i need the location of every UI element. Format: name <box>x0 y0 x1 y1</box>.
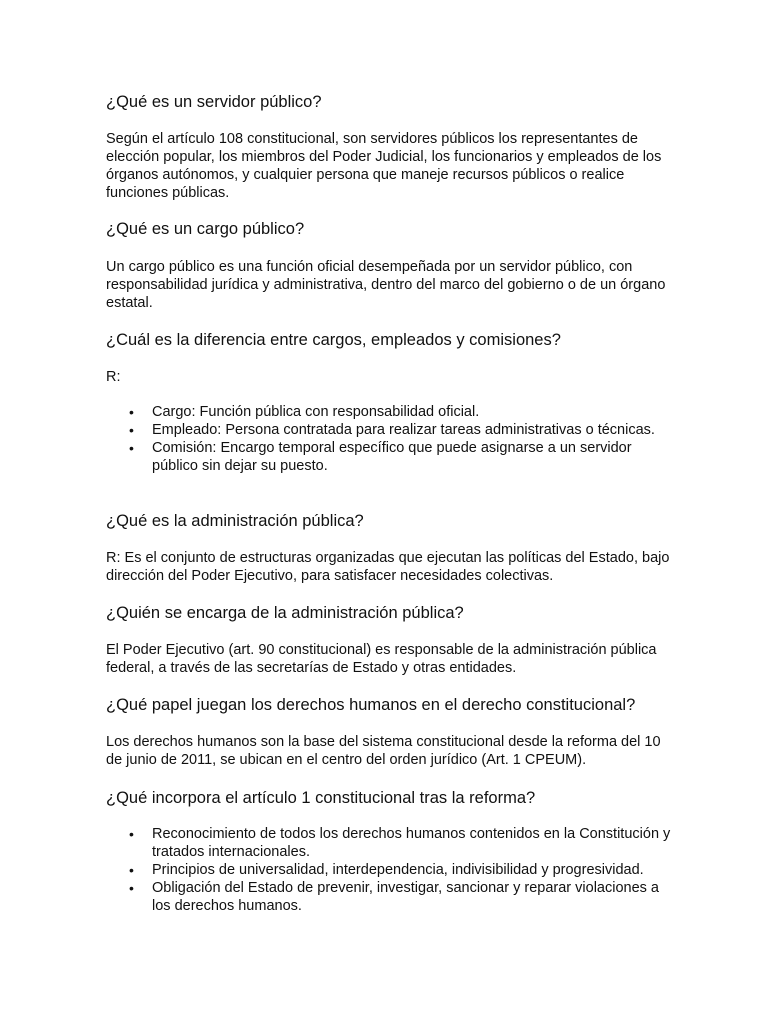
answer-paragraph: Los derechos humanos son la base del sistema constitucional desde la reforma del 10 de junio de 2011, se ubican en el centro del orden jurídico (Art. 1 CPEUM). <box>106 734 661 768</box>
question-heading: ¿Qué papel juegan los derechos humanos en el derecho constitucional? <box>106 696 636 714</box>
answer-paragraph: R: <box>106 369 121 385</box>
answer-paragraph: Según el artículo 108 constitucional, son servidores públicos los representantes de elección popular, los miembros del Poder Judicial, los funcionarios y empleados de los órganos autónomos, y cualquier persona que maneje recursos públicos o realice funciones públicas. <box>106 131 662 201</box>
list-item <box>106 439 676 475</box>
list-item <box>106 879 676 915</box>
bullet-icon: • <box>129 862 134 878</box>
list-item-text: Reconocimiento de todos los derechos humanos contenidos en la Constitución y tratados internacionales. <box>152 826 671 860</box>
bullet-icon: • <box>129 826 134 842</box>
question-heading: ¿Qué es un servidor público? <box>106 93 322 111</box>
question-heading: ¿Cuál es la diferencia entre cargos, empleados y comisiones? <box>106 331 561 349</box>
answer-paragraph: El Poder Ejecutivo (art. 90 constitucional) es responsable de la administración pública federal, a través de las secretarías de Estado y otras entidades. <box>106 642 657 676</box>
bullet-list <box>106 403 676 475</box>
answer-paragraph: Un cargo público es una función oficial desempeñada por un servidor público, con responsabilidad jurídica y administrativa, dentro del marco del gobierno o de un órgano estatal. <box>106 259 666 311</box>
question-heading: ¿Qué incorpora el artículo 1 constitucional tras la reforma? <box>106 789 536 807</box>
bullet-icon: • <box>129 440 134 456</box>
list-item-text: Obligación del Estado de prevenir, investigar, sancionar y reparar violaciones a los derechos humanos. <box>152 880 659 914</box>
question-heading: ¿Quién se encarga de la administración pública? <box>106 604 464 622</box>
list-item <box>106 825 676 861</box>
bullet-icon: • <box>129 422 134 438</box>
bullet-icon: • <box>129 880 134 896</box>
bullet-icon: • <box>129 404 134 420</box>
bullet-list <box>106 825 676 915</box>
list-item-text: Empleado: Persona contratada para realizar tareas administrativas o técnicas. <box>152 422 655 438</box>
answer-paragraph: R: Es el conjunto de estructuras organizadas que ejecutan las políticas del Estado, bajo dirección del Poder Ejecutivo, para satisfacer necesidades colectivas. <box>106 550 670 584</box>
question-heading: ¿Qué es la administración pública? <box>106 512 364 530</box>
list-item <box>106 861 676 879</box>
list-item-text: Principios de universalidad, interdependencia, indivisibilidad y progresividad. <box>152 862 644 878</box>
list-item <box>106 421 676 439</box>
list-item-text: Comisión: Encargo temporal específico que puede asignarse a un servidor público sin dejar su puesto. <box>152 440 632 474</box>
question-heading: ¿Qué es un cargo público? <box>106 220 305 238</box>
list-item-text: Cargo: Función pública con responsabilidad oficial. <box>152 404 480 420</box>
list-item <box>106 403 676 421</box>
